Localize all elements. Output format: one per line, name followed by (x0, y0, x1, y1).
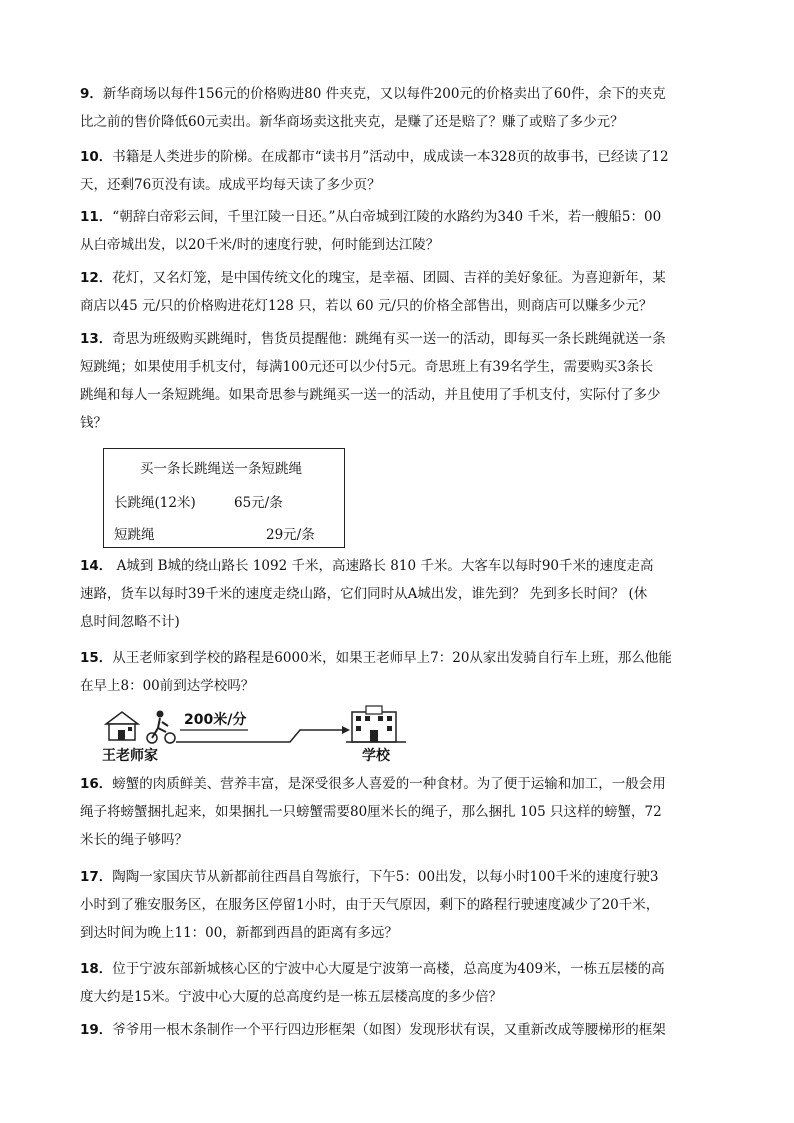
cyclist-icon (147, 711, 175, 744)
question-number: 19． (80, 1022, 113, 1038)
question-text: 陶陶一家国庆节从新都前往西昌自驾旅行，下午5：00出发，以每小时100千米的速度行驶3 (112, 869, 659, 885)
question-text: 在早上8：00前到达学校吗？ (80, 678, 255, 694)
home-label: 王老师家 (102, 748, 158, 764)
short-rope-price: 29元/条 (266, 527, 315, 543)
question-13 (80, 325, 716, 437)
question-line (80, 325, 716, 353)
question-12 (80, 264, 716, 320)
question-line (80, 264, 716, 292)
long-rope-label: 长跳绳(12米) (114, 495, 196, 511)
question-line (80, 863, 716, 891)
question-text: 短跳绳；如果使用手机支付，每满100元还可以少付5元。奇思班上有39名学生，需要购买3条长 (80, 359, 654, 375)
question-number: 15． (80, 650, 113, 666)
question-19 (80, 1016, 716, 1044)
question-text: 位于宁波东部新城核心区的宁波中心大厦是宁波第一高楼，总高度为409米，一栋五层楼的高 (112, 961, 665, 977)
question-10 (80, 143, 716, 199)
question-text: 钱？ (80, 415, 107, 431)
question-line (80, 143, 716, 171)
question-text: 螃蟹的肉质鲜美、营养丰富，是深受很多人喜爱的一种食材。为了便于运输和加工，一般会用 (112, 776, 666, 792)
school-icon (346, 706, 406, 742)
question-14 (80, 552, 716, 636)
question-text: A城到 B城的绕山路长 1092 千米，高速路长 810 千米。大客车以每时90千米的速度走高 (112, 558, 654, 574)
question-15 (80, 644, 716, 700)
question-16 (80, 770, 716, 854)
question-text: 花灯，又名灯笼，是中国传统文化的瑰宝，是幸福、团圆、吉祥的美好象征。为喜迎新年，某 (112, 270, 666, 286)
question-text: 从王老师家到学校的路程是6000米，如果王老师早上7：20从家出发骑自行车上班，那么他能 (112, 650, 672, 666)
price-box (103, 448, 345, 548)
question-text: “朝辞白帝彩云间，千里江陵一日还。”从白帝城到江陵的水路约为340 千米，若一艘船5：00 (112, 209, 662, 225)
question-number: 13． (80, 331, 113, 347)
short-rope-label: 短跳绳 (114, 527, 155, 543)
question-text: 米长的绳子够吗？ (80, 832, 188, 848)
question-text: 速路，货车以每时39千米的速度走绕山路，它们同时从A城出发，谁先到？ 先到多长时间？ (休 (80, 586, 648, 602)
route-illustration (100, 704, 420, 764)
question-number: 10． (80, 149, 113, 165)
question-number: 9． (80, 86, 103, 102)
question-text: 绳子将螃蟹捆扎起来，如果捆扎一只螃蟹需要80厘米长的绳子，那么捆扎 105 只这样的螃蟹，72 (80, 804, 662, 820)
question-text: 书籍是人类进步的阶梯。在成都市“读书月”活动中，成成读一本328页的故事书，已经读了12 (112, 149, 669, 165)
question-line (80, 1016, 716, 1044)
question-text: 跳绳和每人一条短跳绳。如果奇思参与跳绳买一送一的活动，并且使用了手机支付，实际付了多少 (80, 387, 661, 403)
arrow-icon (342, 726, 350, 734)
question-number: 18． (80, 961, 113, 977)
question-line (80, 552, 716, 580)
question-text: 到达时间为晚上11：00，新都到西昌的距离有多远？ (80, 925, 398, 941)
question-18 (80, 955, 716, 1011)
question-text: 度大约是15米。宁波中心大厦的总高度约是一栋五层楼高度的多少倍？ (80, 989, 503, 1005)
question-number: 17． (80, 869, 113, 885)
question-text: 天，还剩76页没有读。成成平均每天读了多少页？ (80, 177, 381, 193)
question-text: 商店以45 元/只的价格购进花灯128 只，若以 60 元/只的价格全部售出，则商店可以赚多少元？ (80, 298, 653, 314)
question-number: 16． (80, 776, 113, 792)
road-line (176, 730, 342, 742)
question-text: 奇思为班级购买跳绳时，售货员提醒他：跳绳有买一送一的活动，即每买一条长跳绳就送一条 (112, 331, 666, 347)
question-text: 息时间忽略不计) (80, 614, 180, 630)
school-label: 学校 (362, 748, 390, 764)
question-text: 新华商场以每件156元的价格购进80 件夹克，又以每件200元的价格卖出了60件，余下的夹克 (102, 86, 666, 102)
question-number: 12． (80, 270, 113, 286)
question-line (80, 644, 716, 672)
question-line (80, 770, 716, 798)
question-text: 从白帝城出发，以20千米/时的速度行驶，何时能到达江陵？ (80, 237, 440, 253)
question-9 (80, 80, 716, 136)
long-rope-price: 65元/条 (234, 495, 283, 511)
speed-label: 200米/分 (184, 712, 247, 728)
question-number: 14． (80, 558, 113, 574)
question-line (80, 203, 716, 231)
question-line (80, 955, 716, 983)
question-text: 比之前的售价降低60元卖出。新华商场卖这批夹克，是赚了还是赔了？赚了或赔了多少元？ (80, 114, 624, 130)
question-text: 小时到了雅安服务区，在服务区停留1小时，由于天气原因，剩下的路程行驶速度减少了20千米， (80, 897, 660, 913)
question-text: 爷爷用一根木条制作一个平行四边形框架（如图）发现形状有误，又重新改成等腰梯形的框架 (112, 1022, 666, 1038)
question-17 (80, 863, 716, 947)
house-icon (106, 712, 138, 740)
question-number: 11． (80, 209, 113, 225)
question-line (80, 80, 716, 108)
question-11 (80, 203, 716, 259)
price-box-title: 买一条长跳绳送一条短跳绳 (140, 461, 302, 477)
